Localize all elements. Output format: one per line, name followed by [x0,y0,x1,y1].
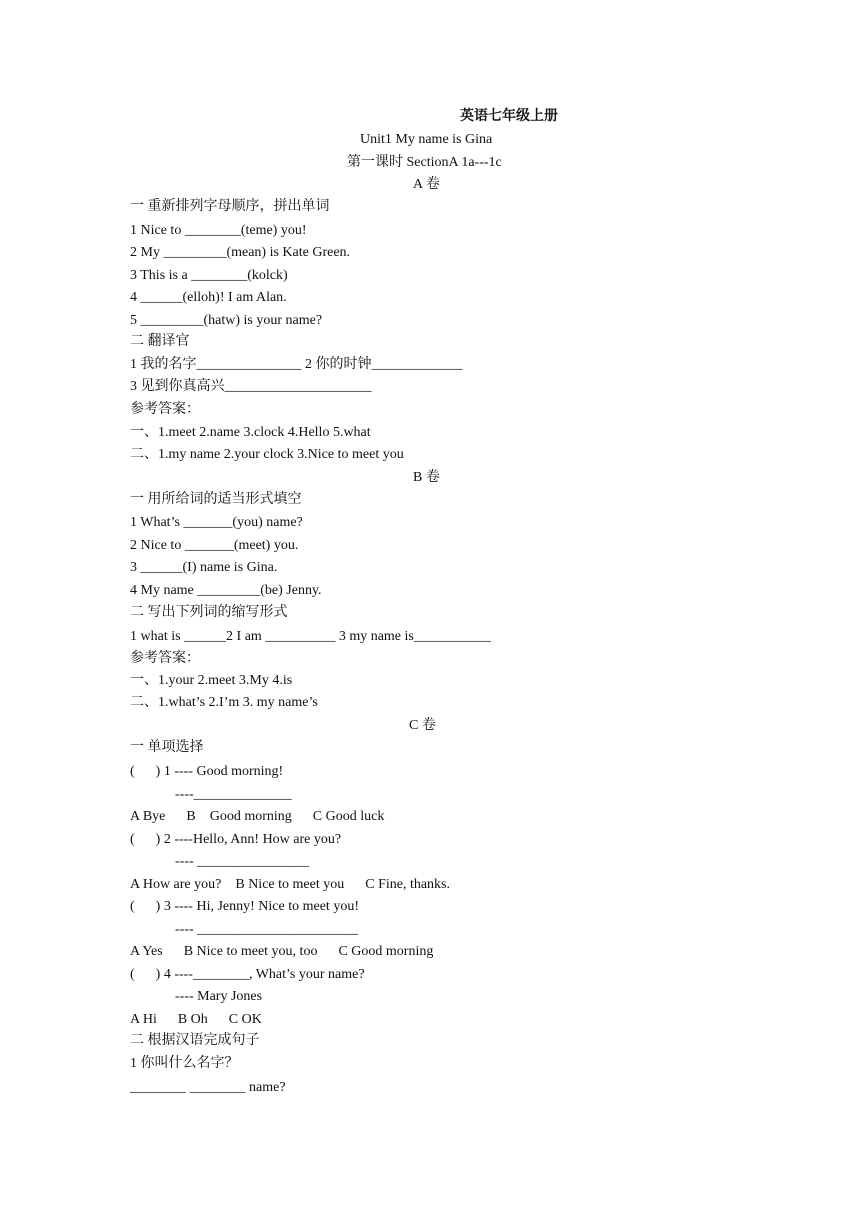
question-reply: ---- ________________ [175,854,310,869]
section-a-label: A 卷 [413,177,440,192]
question-stem: ( ) 4 ----________, What’s your name? [130,967,365,982]
question-line: 5 _________(hatw) is your name? [130,313,323,328]
question-line: 2 Nice to _______(meet) you. [130,538,299,553]
question-line: 1 你叫什么名字？ [130,1056,239,1071]
question-stem: ( ) 2 ----Hello, Ann! How are you? [130,832,342,847]
question-options: A How are you? B Nice to meet you C Fine, thanks. [130,877,451,892]
question-line: 2 My _________(mean) is Kate Green. [130,245,351,260]
question-line: 3 ______(I) name is Gina. [130,560,278,575]
question-reply: ---- _______________________ [175,922,359,937]
section-b-part2-title: 二 写出下列词的缩写形式 [130,605,288,620]
question-options: A Hi B Oh C OK [130,1012,262,1027]
answer-line: 二、1.my name 2.your clock 3.Nice to meet you [130,447,404,462]
question-line: 4 ______(elloh)! I am Alan. [130,290,287,305]
lesson-title: 第一课时 SectionA 1a---1c [347,155,502,170]
document-heading: 英语七年级上册 [460,109,558,124]
answers-title: 参考答案： [130,402,200,417]
answer-line: 二、1.what’s 2.I’m 3. my name’s [130,695,318,710]
section-b-part1-title: 一 用所给词的适当形式填空 [130,492,302,507]
section-a-part2-title: 二 翻译官 [130,334,190,349]
section-c-part2-title: 二 根据汉语完成句子 [130,1033,260,1048]
section-c-part1-title: 一 单项选择 [130,740,204,755]
question-stem: ( ) 1 ---- Good morning! [130,764,284,779]
question-line: 1 What’s _______(you) name? [130,515,303,530]
section-b-label: B 卷 [413,470,440,485]
question-line: 1 Nice to ________(teme) you! [130,223,307,238]
question-options: A Yes B Nice to meet you, too C Good morning [130,944,434,959]
question-line: 3 This is a ________(kolck) [130,268,288,283]
question-line: ________ ________ name? [130,1080,286,1095]
question-reply: ----______________ [175,787,292,802]
question-stem: ( ) 3 ---- Hi, Jenny! Nice to meet you! [130,899,359,914]
question-reply: ---- Mary Jones [175,989,263,1004]
section-a-part1-title: 一 重新排列字母顺序，拼出单词 [130,199,330,214]
question-line: 1 我的名字_______________ 2 你的时钟_____________ [130,357,463,372]
question-line: 4 My name _________(be) Jenny. [130,583,322,598]
question-line: 1 what is ______2 I am __________ 3 my name is___________ [130,629,491,644]
question-options: A Bye B Good morning C Good luck [130,809,385,824]
section-c-label: C 卷 [409,718,436,733]
answer-line: 一、1.meet 2.name 3.clock 4.Hello 5.what [130,425,371,440]
question-line: 3 见到你真高兴_____________________ [130,379,372,394]
unit-title: Unit1 My name is Gina [360,132,493,147]
answer-line: 一、1.your 2.meet 3.My 4.is [130,673,293,688]
answers-title: 参考答案： [130,651,200,666]
